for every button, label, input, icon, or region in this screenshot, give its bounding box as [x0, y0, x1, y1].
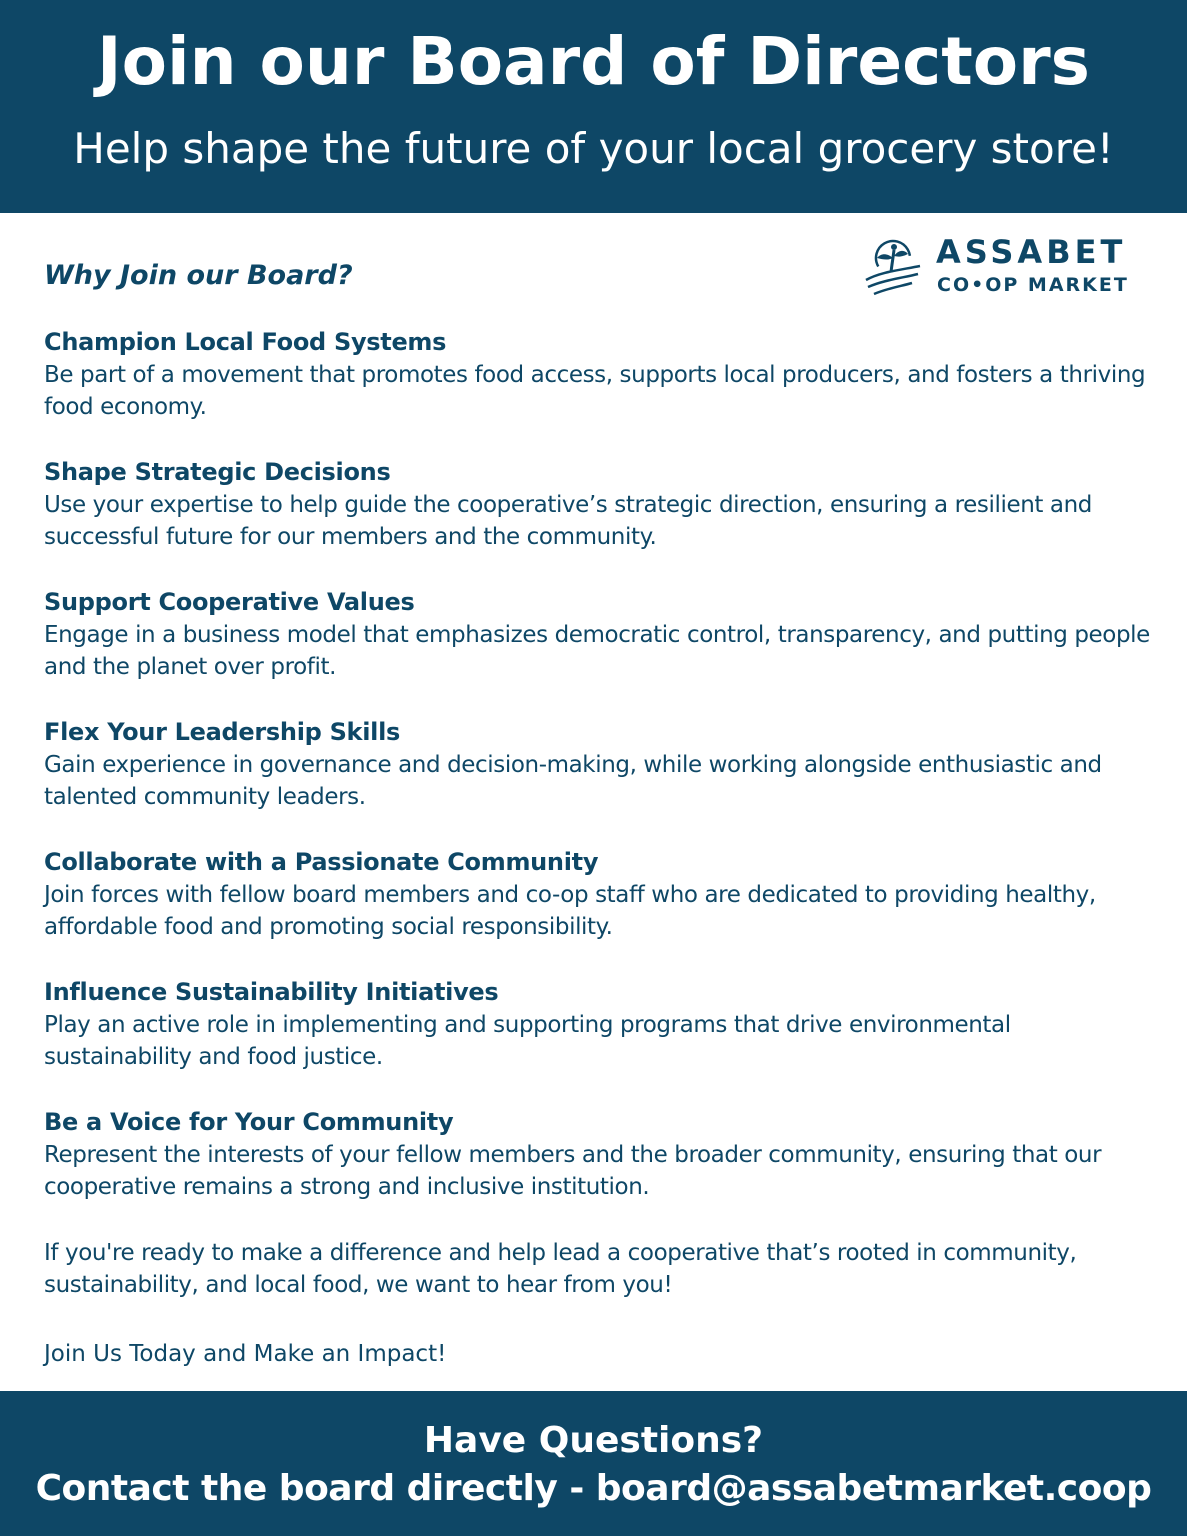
benefit-item	[44, 716, 1159, 846]
footer-question: Have Questions?	[423, 1420, 764, 1461]
benefit-item	[44, 456, 1159, 586]
page-subtitle: Help shape the future of your local grocery store!	[73, 124, 1114, 173]
closing-paragraph: If you're ready to make a difference and help lead a cooperative that’s rooted in community, sustainability, and local food, we want to hear from you!	[44, 1240, 1077, 1298]
page-title: Join our Board of Directors	[97, 23, 1090, 100]
benefits-list	[44, 326, 1159, 1236]
why-join-heading: Why Join our Board?	[44, 260, 353, 291]
benefit-text: Be part of a movement that promotes food access, supports local producers, and fosters a thriving food economy.	[44, 362, 1146, 420]
benefit-item	[44, 586, 1159, 716]
benefit-title: Influence Sustainability Initiatives	[44, 978, 499, 1006]
logo-name: ASSABET	[936, 233, 1127, 271]
assabet-logo	[862, 233, 1162, 308]
footer-contact: Contact the board directly - board@assabetmarket.coop	[35, 1468, 1152, 1509]
benefit-item	[44, 976, 1159, 1106]
header-banner	[0, 0, 1187, 213]
benefit-text: Play an active role in implementing and supporting programs that drive environmental sustainability and food justice.	[44, 1012, 1011, 1070]
benefit-text: Represent the interests of your fellow members and the broader community, ensuring that our cooperative remains a strong and inclusive institution.	[44, 1142, 1102, 1200]
benefit-title: Support Cooperative Values	[44, 588, 415, 616]
benefit-title: Collaborate with a Passionate Community	[44, 848, 599, 876]
benefit-title: Shape Strategic Decisions	[44, 458, 391, 486]
benefit-item	[44, 1106, 1159, 1236]
benefit-title: Flex Your Leadership Skills	[44, 718, 400, 746]
footer-banner	[0, 1391, 1187, 1536]
benefit-text: Join forces with fellow board members and co-op staff who are dedicated to providing healthy, affordable food and promoting social responsibility.	[44, 882, 1096, 940]
benefit-text: Engage in a business model that emphasizes democratic control, transparency, and putting people and the planet over profit.	[44, 622, 1150, 680]
benefit-text: Use your expertise to help guide the cooperative’s strategic direction, ensuring a resilient and successful future for our members and the community.	[44, 492, 1092, 550]
benefit-title: Champion Local Food Systems	[44, 328, 447, 356]
benefit-item	[44, 326, 1159, 456]
sprout-over-fields-icon	[862, 238, 924, 300]
benefit-text: Gain experience in governance and decision-making, while working alongside enthusiastic and talented community leaders.	[44, 752, 1102, 810]
tagline: Join Us Today and Make an Impact!	[44, 1341, 447, 1367]
benefit-title: Be a Voice for Your Community	[44, 1108, 454, 1136]
benefit-item	[44, 846, 1159, 976]
logo-subtitle: CO•OP MARKET	[937, 274, 1129, 296]
